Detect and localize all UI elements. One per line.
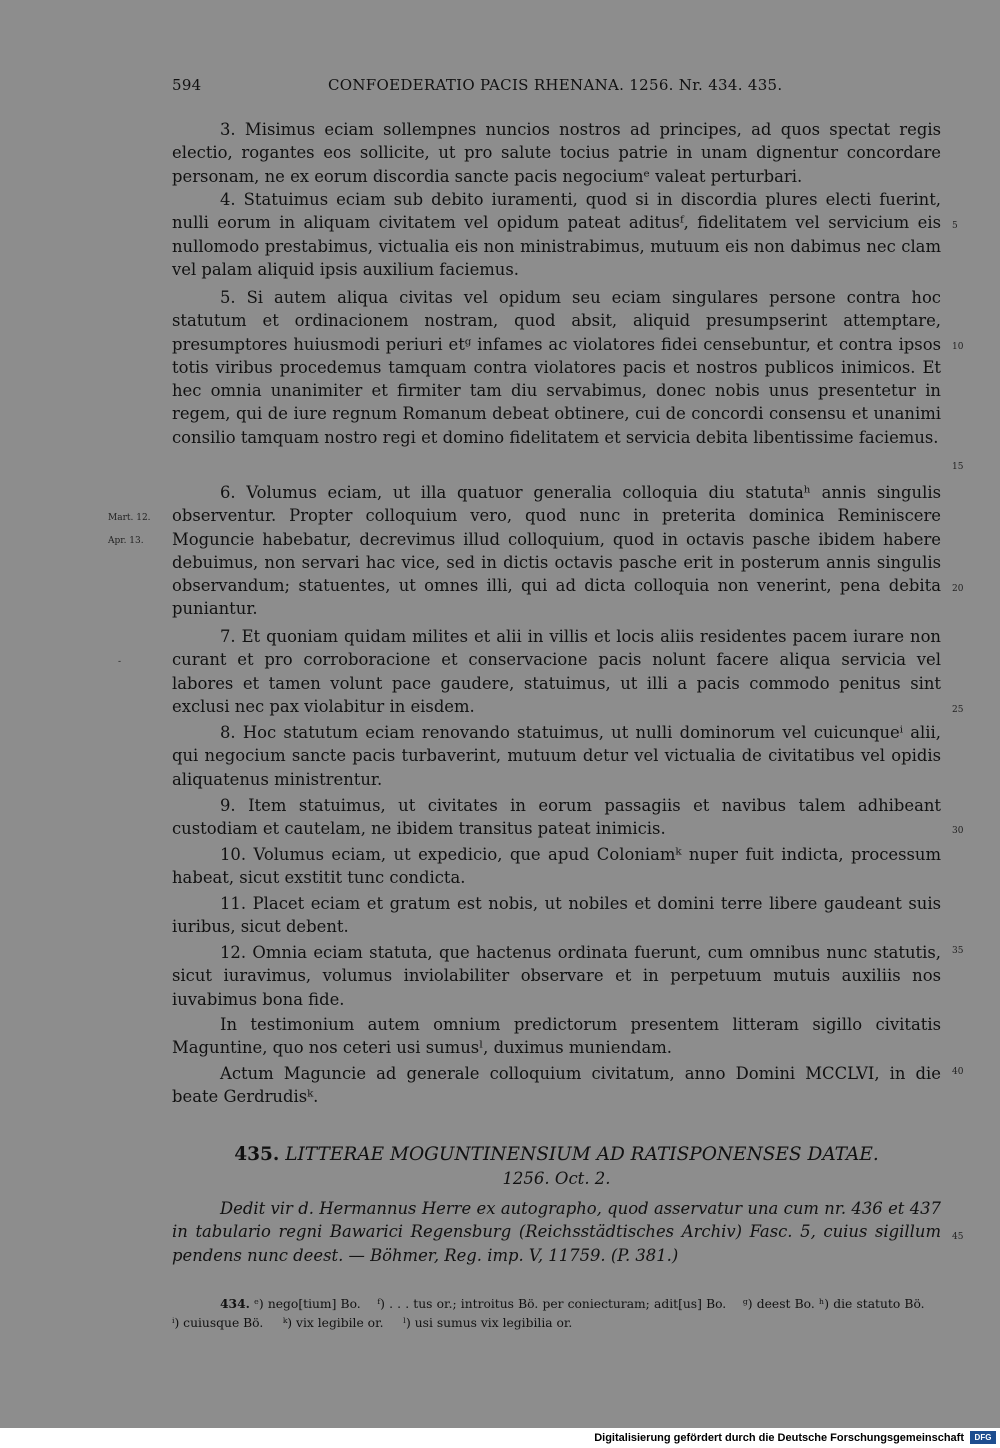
- line-number: 35: [952, 946, 964, 956]
- paragraph-9: 9. Item statuimus, ut civitates in eorum passagiis et navibus talem adhibeant custodiam et cautelam, ne ibidem transitus pateat inimicis.: [172, 796, 941, 839]
- paragraph-6: 6. Volumus eciam, ut illa quatuor generalia colloquia diu statutaʰ annis singulis observentur. Propter colloquium vero, quod nunc in preterita dominica Reminiscere Moguncie habebatur, decrevimus illud colloquium, quod in octavis pasche ibidem habere debuimus, non servari hac vice, sed in dictis octavis pasche erit in posterum annis singulis observandum; statuentes, ut omnes illi, qui ad dicta colloquia non venerint, pena debita puniantur.: [172, 483, 941, 619]
- footer-text: Digitalisierung gefördert durch die Deutsche Forschungsgemeinschaft: [594, 1432, 964, 1444]
- paragraph-7: 7. Et quoniam quidam milites et alii in villis et locis aliis residentes pacem iurare non curant et pro corroboracione et conservacione pacis nolunt facere aliqua servicia vel labores et tamen volunt pace gaudere, statuimus, ut illi a pacis commodo penitus sint exclusi nec pax violabitur in eisdem.: [172, 627, 941, 716]
- document-date: 1256. Oct. 2.: [502, 1169, 611, 1188]
- document-heading: [172, 1144, 941, 1165]
- line-number: 15: [952, 462, 964, 472]
- margin-date-note: Apr. 13.: [108, 536, 144, 546]
- footnotes: [172, 1294, 941, 1333]
- paragraph-actum: Actum Maguncie ad generale colloquium civitatum, anno Domini MCCLVI, in die beate Gerdrudisᵏ.: [172, 1064, 941, 1107]
- running-title: CONFOEDERATIO PACIS RHENANA. 1256. Nr. 434. 435.: [328, 76, 783, 94]
- line-number: 5: [952, 221, 958, 231]
- paragraph-5: 5. Si autem aliqua civitas vel opidum seu eciam singulares persone contra hoc statutum et ordinacionem nostram, quod absit, aliquid presumpserint attemptare, presumptores huiusmodi periuri etᵍ infames ac violatores fidei censebuntur, et contra ipsos totis viribus procedemus tamquam contra violatores pacis et nostros publicos inimicos. Et hec omnia unanimiter et firmiter tam diu servabimus, donec nobis unus presentetur in regem, qui de iure regnum Romanum debeat obtinere, cui de concordi consensu et unanimi consilio tamquam nostro regi et domino fidelitatem et servicia debita libentissime faciemus.: [172, 288, 941, 447]
- paragraph-10: 10. Volumus eciam, ut expedicio, que apud Coloniamᵏ nuper fuit indicta, processum habeat, sicut exstitit tunc condicta.: [172, 845, 941, 888]
- paragraph-8: 8. Hoc statutum eciam renovando statuimus, ut nulli dominorum vel cuicunqueⁱ alii, qui negocium sancte pacis turbaverint, mutuum detur vel victualia de civitatibus vel opidis aliquatenus ministrentur.: [172, 723, 941, 789]
- line-number: 40: [952, 1067, 964, 1077]
- paragraph-testimonium: In testimonium autem omnium predictorum presentem litteram sigillo civitatis Maguntine, quo nos ceteri usi sumusˡ, duximus muniendam.: [172, 1015, 941, 1058]
- paragraph-4: 4. Statuimus eciam sub debito iuramenti, quod si in discordia plures electi fuerint, nulli eorum in aliquam civitatem vel opidum pateat aditusᶠ, fidelitatem vel servicium eis nullomodo prestabimus, victualia eis non ministrabimus, mutuum eis non dabimus nec clam vel palam aliquid ipsis auxilium faciemus.: [172, 190, 941, 279]
- dfg-logo: DFG: [970, 1431, 996, 1444]
- margin-date-note: Mart. 12.: [108, 513, 151, 523]
- footnote-h: ʰ) die statuto Bö.: [818, 1297, 925, 1311]
- document-number: 435.: [234, 1144, 280, 1165]
- footnote-l: ˡ) usi sumus vix legibilia or.: [403, 1316, 573, 1330]
- line-number: 45: [952, 1232, 964, 1242]
- line-number: 20: [952, 584, 964, 594]
- page-number: 594: [172, 76, 202, 94]
- footer-bar: [0, 1428, 1000, 1448]
- footnote-g: ᵍ) deest Bo.: [742, 1297, 815, 1311]
- line-number: 25: [952, 705, 964, 715]
- footnote-f: ᶠ) . . . tus or.; introitus Bö. per coniecturam; adit[us] Bo.: [377, 1297, 727, 1311]
- footnote-k: ᵏ) vix legibile or.: [282, 1316, 384, 1330]
- document-title: LITTERAE MOGUNTINENSIUM AD RATISPONENSES DATAE.: [285, 1144, 879, 1165]
- margin-mark: -: [118, 657, 122, 667]
- document-regest: Dedit vir d. Hermannus Herre ex autographo, quod asservatur una cum nr. 436 et 437 in tabulario regni Bawarici Regensburg (Reichsstädtisches Archiv) Fasc. 5, cuius sigillum pendens nunc deest. — Böhmer, Reg. imp. V, 11759. (P. 381.): [172, 1199, 941, 1265]
- line-number: 30: [952, 826, 964, 836]
- footnote-e: ᵉ) nego[tium] Bo.: [254, 1297, 361, 1311]
- paragraph-11: 11. Placet eciam et gratum est nobis, ut nobiles et domini terre libere gaudeant suis iuribus, sicut debent.: [172, 894, 941, 937]
- paragraph-12: 12. Omnia eciam statuta, que hactenus ordinata fuerunt, cum omnibus nunc statutis, sicut iuravimus, volumus inviolabiliter observare et in perpetuum mutuis auxiliis nos iuvabimus bona fide.: [172, 943, 941, 1009]
- paragraph-3: 3. Misimus eciam sollempnes nuncios nostros ad principes, ad quos spectat regis electio, rogantes eos sollicite, ut pro salute tocius patrie in unam dignentur concordare personam, ne ex eorum discordia sancte pacis negociumᵉ valeat perturbari.: [172, 120, 941, 186]
- footnote-i: ⁱ) cuiusque Bö.: [172, 1316, 264, 1330]
- line-number: 10: [952, 342, 964, 352]
- footnote-ref: 434.: [220, 1296, 250, 1311]
